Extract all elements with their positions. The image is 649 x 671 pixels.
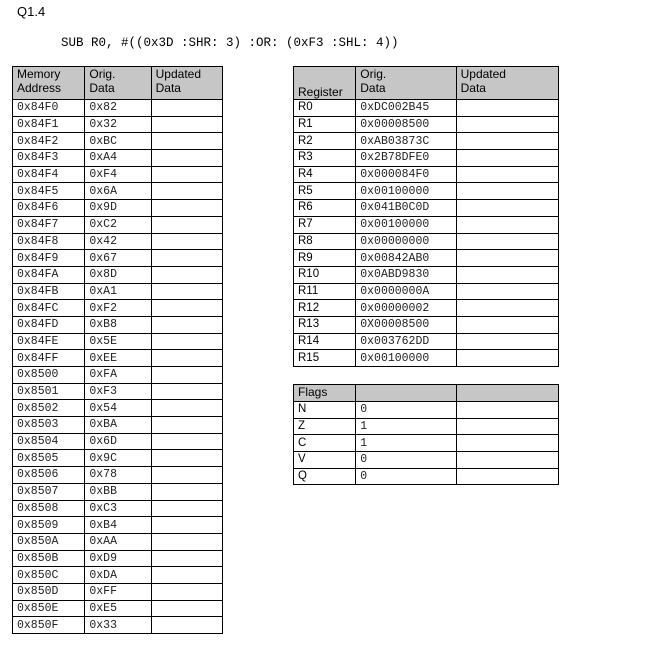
register-row [294, 150, 559, 167]
register-updated-data[interactable] [456, 300, 558, 317]
memory-address: 0x8503 [13, 417, 85, 434]
memory-orig-data: 0xE5 [85, 600, 151, 617]
register-row [294, 216, 559, 233]
memory-updated-data[interactable] [151, 300, 222, 317]
memory-address-header: Memory Address [13, 67, 85, 100]
memory-updated-data[interactable] [151, 600, 222, 617]
memory-address: 0x8509 [13, 517, 85, 534]
memory-address: 0x84FA [13, 266, 85, 283]
memory-updated-data[interactable] [151, 333, 222, 350]
memory-row [13, 500, 223, 517]
memory-updated-data[interactable] [151, 183, 222, 200]
flag-name: V [294, 452, 356, 469]
memory-row [13, 533, 223, 550]
memory-orig-data: 0x42 [85, 233, 151, 250]
memory-orig-data: 0x6D [85, 433, 151, 450]
question-label: Q1.4 [17, 4, 46, 19]
memory-address: 0x8506 [13, 467, 85, 484]
register-orig-data: 0x00008500 [356, 116, 456, 133]
register-name: R5 [294, 183, 356, 200]
flag-row [294, 468, 559, 485]
register-row [294, 166, 559, 183]
register-orig-data: 0X00008500 [356, 316, 456, 333]
memory-address: 0x850A [13, 533, 85, 550]
memory-orig-header: Orig. Data [85, 67, 151, 100]
memory-orig-data: 0xEE [85, 350, 151, 367]
register-updated-data[interactable] [456, 183, 558, 200]
memory-row [13, 550, 223, 567]
memory-updated-data[interactable] [151, 166, 222, 183]
memory-row [13, 283, 223, 300]
flags-header-blank [456, 385, 558, 402]
memory-row [13, 266, 223, 283]
memory-table-header [13, 67, 223, 100]
memory-orig-data: 0xF3 [85, 383, 151, 400]
register-name: R15 [294, 350, 356, 367]
memory-address: 0x850B [13, 550, 85, 567]
memory-updated-data[interactable] [151, 483, 222, 500]
flag-row [294, 452, 559, 469]
register-orig-data: 0x041B0C0D [356, 200, 456, 217]
register-orig-data: 0x000084F0 [356, 166, 456, 183]
memory-updated-data[interactable] [151, 450, 222, 467]
register-row [294, 283, 559, 300]
memory-orig-data: 0x78 [85, 467, 151, 484]
register-updated-data[interactable] [456, 350, 558, 367]
memory-row [13, 467, 223, 484]
register-name: R14 [294, 333, 356, 350]
flag-name: Q [294, 468, 356, 485]
memory-address: 0x84F5 [13, 183, 85, 200]
memory-address: 0x850F [13, 617, 85, 634]
memory-updated-data[interactable] [151, 133, 222, 150]
memory-row [13, 517, 223, 534]
flag-name: N [294, 402, 356, 419]
memory-row [13, 333, 223, 350]
memory-orig-data: 0xFF [85, 583, 151, 600]
register-name: R11 [294, 283, 356, 300]
memory-orig-data: 0xC2 [85, 216, 151, 233]
register-updated-data[interactable] [456, 316, 558, 333]
register-row [294, 250, 559, 267]
memory-orig-data: 0xA4 [85, 150, 151, 167]
register-updated-data[interactable] [456, 250, 558, 267]
register-name: R6 [294, 200, 356, 217]
flag-value: 0 [356, 402, 456, 419]
memory-address: 0x850C [13, 567, 85, 584]
memory-address: 0x850D [13, 583, 85, 600]
memory-orig-data: 0xF2 [85, 300, 151, 317]
memory-address: 0x8501 [13, 383, 85, 400]
memory-orig-data: 0xB8 [85, 316, 151, 333]
memory-row [13, 116, 223, 133]
memory-row [13, 433, 223, 450]
register-updated-data[interactable] [456, 200, 558, 217]
memory-updated-data[interactable] [151, 116, 222, 133]
register-name: R3 [294, 150, 356, 167]
memory-updated-data[interactable] [151, 400, 222, 417]
flag-value: 1 [356, 418, 456, 435]
memory-row [13, 617, 223, 634]
flags-header: Flags [294, 385, 356, 402]
memory-row [13, 316, 223, 333]
memory-updated-data[interactable] [151, 533, 222, 550]
memory-orig-data: 0xDA [85, 567, 151, 584]
memory-row [13, 367, 223, 384]
register-row [294, 333, 559, 350]
memory-updated-data[interactable] [151, 433, 222, 450]
memory-updated-data[interactable] [151, 200, 222, 217]
memory-updated-header: Updated Data [151, 67, 222, 100]
memory-row [13, 166, 223, 183]
memory-row [13, 100, 223, 117]
flag-updated-value[interactable] [456, 452, 558, 469]
register-orig-data: 0x00100000 [356, 216, 456, 233]
memory-updated-data[interactable] [151, 233, 222, 250]
flag-value: 0 [356, 452, 456, 469]
memory-row [13, 300, 223, 317]
memory-orig-data: 0x6A [85, 183, 151, 200]
memory-updated-data[interactable] [151, 383, 222, 400]
memory-updated-data[interactable] [151, 417, 222, 434]
register-updated-data[interactable] [456, 233, 558, 250]
memory-orig-data: 0xBC [85, 133, 151, 150]
register-orig-data: 0x00842AB0 [356, 250, 456, 267]
register-name-header: Register [294, 67, 356, 100]
memory-updated-data[interactable] [151, 467, 222, 484]
register-name: R1 [294, 116, 356, 133]
register-orig-data: 0x00100000 [356, 350, 456, 367]
register-orig-data: 0x00000000 [356, 233, 456, 250]
flag-updated-value[interactable] [456, 435, 558, 452]
flag-updated-value[interactable] [456, 418, 558, 435]
memory-updated-data[interactable] [151, 517, 222, 534]
instruction-text: SUB R0, #((0x3D :SHR: 3) :OR: (0xF3 :SHL: 4)) [61, 36, 399, 50]
register-table-header [294, 67, 559, 100]
memory-address: 0x84F2 [13, 133, 85, 150]
memory-row [13, 583, 223, 600]
memory-orig-data: 0x67 [85, 250, 151, 267]
memory-address: 0x8500 [13, 367, 85, 384]
memory-orig-data: 0x9D [85, 200, 151, 217]
memory-updated-data[interactable] [151, 250, 222, 267]
memory-address: 0x84FF [13, 350, 85, 367]
memory-row [13, 150, 223, 167]
flag-row [294, 402, 559, 419]
register-row [294, 350, 559, 367]
memory-row [13, 600, 223, 617]
register-name: R7 [294, 216, 356, 233]
memory-orig-data: 0xA1 [85, 283, 151, 300]
memory-orig-data: 0x82 [85, 100, 151, 117]
memory-address: 0x8507 [13, 483, 85, 500]
register-row [294, 100, 559, 117]
memory-orig-data: 0x8D [85, 266, 151, 283]
memory-address: 0x84F0 [13, 100, 85, 117]
memory-updated-data[interactable] [151, 150, 222, 167]
memory-address: 0x84F6 [13, 200, 85, 217]
memory-row [13, 417, 223, 434]
memory-orig-data: 0xAA [85, 533, 151, 550]
register-updated-data[interactable] [456, 100, 558, 117]
flag-name: C [294, 435, 356, 452]
memory-updated-data[interactable] [151, 100, 222, 117]
flag-updated-value[interactable] [456, 402, 558, 419]
register-updated-data[interactable] [456, 133, 558, 150]
register-name: R4 [294, 166, 356, 183]
memory-row [13, 567, 223, 584]
memory-orig-data: 0x54 [85, 400, 151, 417]
register-updated-data[interactable] [456, 333, 558, 350]
memory-address: 0x84F3 [13, 150, 85, 167]
memory-orig-data: 0x5E [85, 333, 151, 350]
memory-orig-data: 0xB4 [85, 517, 151, 534]
register-orig-data: 0xDC002B45 [356, 100, 456, 117]
memory-orig-data: 0x33 [85, 617, 151, 634]
flag-row [294, 418, 559, 435]
register-name: R2 [294, 133, 356, 150]
memory-updated-data[interactable] [151, 583, 222, 600]
memory-address: 0x84FB [13, 283, 85, 300]
memory-orig-data: 0xBA [85, 417, 151, 434]
memory-row [13, 450, 223, 467]
register-row [294, 316, 559, 333]
register-updated-data[interactable] [456, 216, 558, 233]
register-name: R13 [294, 316, 356, 333]
register-updated-data[interactable] [456, 116, 558, 133]
register-orig-data: 0x0ABD9830 [356, 266, 456, 283]
memory-address: 0x84FD [13, 316, 85, 333]
memory-address: 0x8502 [13, 400, 85, 417]
memory-row [13, 200, 223, 217]
register-updated-header: Updated Data [456, 67, 558, 100]
memory-row [13, 350, 223, 367]
flags-table-header [294, 385, 559, 402]
register-orig-data: 0xAB03873C [356, 133, 456, 150]
register-row [294, 233, 559, 250]
memory-orig-data: 0xFA [85, 367, 151, 384]
memory-address: 0x84F8 [13, 233, 85, 250]
register-row [294, 116, 559, 133]
flag-value: 1 [356, 435, 456, 452]
memory-row [13, 133, 223, 150]
flag-name: Z [294, 418, 356, 435]
memory-table [12, 66, 223, 634]
memory-orig-data: 0x9C [85, 450, 151, 467]
memory-address: 0x84F4 [13, 166, 85, 183]
memory-updated-data[interactable] [151, 550, 222, 567]
memory-row [13, 400, 223, 417]
memory-orig-data: 0xBB [85, 483, 151, 500]
memory-row [13, 250, 223, 267]
memory-updated-data[interactable] [151, 316, 222, 333]
memory-address: 0x84FE [13, 333, 85, 350]
memory-updated-data[interactable] [151, 266, 222, 283]
register-row [294, 183, 559, 200]
register-updated-data[interactable] [456, 150, 558, 167]
register-name: R12 [294, 300, 356, 317]
memory-address: 0x850E [13, 600, 85, 617]
memory-updated-data[interactable] [151, 617, 222, 634]
register-orig-data: 0x003762DD [356, 333, 456, 350]
register-row [294, 266, 559, 283]
register-orig-header: Orig. Data [356, 67, 456, 100]
memory-row [13, 183, 223, 200]
flag-row [294, 435, 559, 452]
memory-address: 0x8505 [13, 450, 85, 467]
flag-value: 0 [356, 468, 456, 485]
register-name: R10 [294, 266, 356, 283]
register-orig-data: 0x00100000 [356, 183, 456, 200]
register-updated-data[interactable] [456, 283, 558, 300]
register-orig-data: 0x00000002 [356, 300, 456, 317]
memory-address: 0x84F7 [13, 216, 85, 233]
flags-header-blank [356, 385, 456, 402]
memory-row [13, 233, 223, 250]
register-orig-data: 0x0000000A [356, 283, 456, 300]
register-orig-data: 0x2B78DFE0 [356, 150, 456, 167]
memory-row [13, 483, 223, 500]
register-table [293, 66, 559, 367]
memory-address: 0x8504 [13, 433, 85, 450]
register-name: R8 [294, 233, 356, 250]
register-row [294, 200, 559, 217]
memory-orig-data: 0xC3 [85, 500, 151, 517]
flag-updated-value[interactable] [456, 468, 558, 485]
memory-updated-data[interactable] [151, 283, 222, 300]
register-row [294, 300, 559, 317]
memory-address: 0x8508 [13, 500, 85, 517]
memory-orig-data: 0xD9 [85, 550, 151, 567]
memory-address: 0x84FC [13, 300, 85, 317]
flags-table [293, 384, 559, 485]
memory-address: 0x84F9 [13, 250, 85, 267]
register-row [294, 133, 559, 150]
memory-updated-data[interactable] [151, 367, 222, 384]
memory-address: 0x84F1 [13, 116, 85, 133]
register-updated-data[interactable] [456, 166, 558, 183]
memory-row [13, 216, 223, 233]
register-updated-data[interactable] [456, 266, 558, 283]
memory-updated-data[interactable] [151, 500, 222, 517]
memory-orig-data: 0xF4 [85, 166, 151, 183]
register-name: R9 [294, 250, 356, 267]
memory-updated-data[interactable] [151, 567, 222, 584]
memory-updated-data[interactable] [151, 350, 222, 367]
memory-orig-data: 0x32 [85, 116, 151, 133]
memory-row [13, 383, 223, 400]
memory-updated-data[interactable] [151, 216, 222, 233]
register-name: R0 [294, 100, 356, 117]
